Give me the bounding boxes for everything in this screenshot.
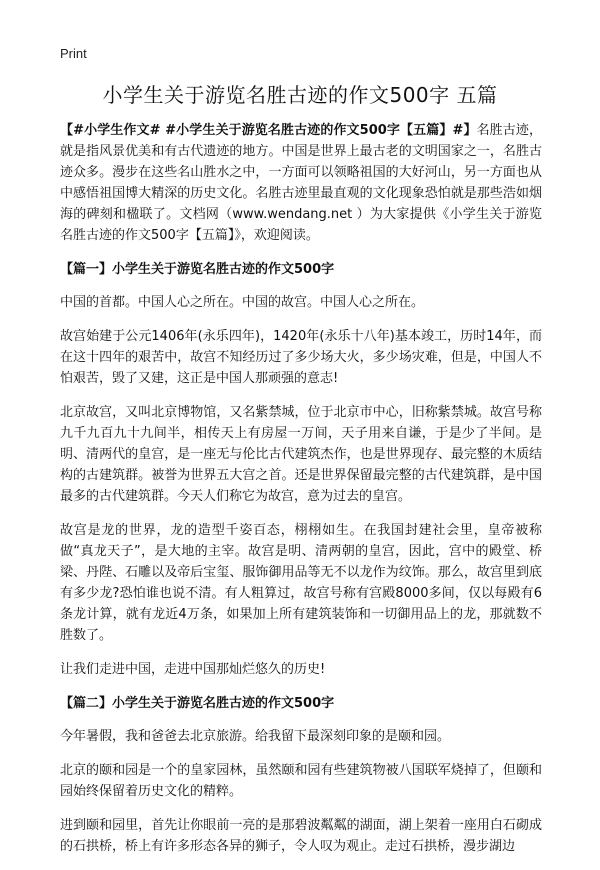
section1-paragraph: 北京故宫，又叫北京博物馆，又名紫禁城，位于北京市中心，旧称紫禁城。故宫号称九千九百九十九间半，相传天上有房屋一万间，天子用来自谦，于是少了半间。是明、清两代的皇宫，是一座无与伦比古代建筑杰作，也是世界现存、最完整的木质结构的古建筑群。被誉为世界五大宫之首。还是世界保留最完整的古代建筑群，是中国最多的古代建筑群。今天人们称它为故宫，意为过去的皇宫。 bbox=[60, 405, 542, 504]
section2-paragraph: 北京的颐和园是一个的皇家园林，虽然颐和园有些建筑物被八国联军烧掉了，但颐和园始终保留着历史文化的精粹。 bbox=[60, 763, 542, 799]
document-title: 小学生关于游览名胜古迹的作文500字 五篇 bbox=[102, 83, 498, 107]
section1-paragraph: 故宫始建于公元1406年(永乐四年)，1420年(永乐十八年)基本竣工，历时14年，而在这十四年的艰苦中，故宫不知经历过了多少场大火，多少场灾难，但是，中国人不怕艰苦，毁了又建，这正是中国人那顽强的意志! bbox=[60, 329, 542, 386]
section1-paragraph: 中国的首都。中国人心之所在。中国的故宫。中国人心之所在。 bbox=[60, 295, 425, 310]
intro-text: 名胜古迹，就是指风景优美和有古代遗迹的地方。中国是世界上最古老的文明国家之一，名胜古迹众多。漫步在这些名山胜水之中，一方面可以领略祖国的大好河山，另一方面也从中感悟祖国博大精深的历史文化。名胜古迹里最直观的文化现象恐怕就是那些浩如烟海的碑刻和楹联了。文档网（www.wendang.net ）为大家提供《小学生关于游览名胜古迹的作文500字【五篇】》，欢迎阅读。 bbox=[60, 123, 542, 243]
section2-paragraph: 进到颐和园里，首先让你眼前一亮的是那碧波粼粼的湖面，湖上架着一座用白石砌成的石拱桥，桥上有许多形态各异的狮子，令人叹为观止。走过石拱桥，漫步湖边 bbox=[60, 818, 542, 854]
section-heading-1: 【篇一】小学生关于游览名胜古迹的作文500字 bbox=[60, 262, 335, 277]
section1-paragraph: 故宫是龙的世界，龙的造型千姿百态，栩栩如生。在我国封建社会里，皇帝被称做“真龙天子”，是大地的主宰。故宫是明、清两朝的皇宫，因此，宫中的殿堂、桥梁、丹陛、石雕以及帝后宝玺、服饰御用品等无不以龙作为纹饰。那么，故宫里到底有多少龙?恐怕谁也说不清。有人粗算过，故宫号称有宫殿8000多间，仅以每殿有6条龙计算，就有龙近4万条，如果加上所有建筑装饰和一切御用品上的龙，那就数不胜数了。 bbox=[60, 523, 542, 643]
print-label[interactable]: Print bbox=[60, 46, 87, 61]
section2-paragraph: 今年暑假，我和爸爸去北京旅游。给我留下最深刻印象的是颐和园。 bbox=[60, 729, 451, 744]
section1-paragraph: 让我们走进中国，走进中国那灿烂悠久的历史! bbox=[60, 662, 326, 677]
document-body bbox=[60, 120, 542, 870]
intro-lead: 【#小学生作文# #小学生关于游览名胜古迹的作文500字【五篇】#】 bbox=[60, 123, 477, 138]
intro-paragraph bbox=[60, 120, 542, 246]
section-heading-2: 【篇二】小学生关于游览名胜古迹的作文500字 bbox=[60, 696, 335, 711]
